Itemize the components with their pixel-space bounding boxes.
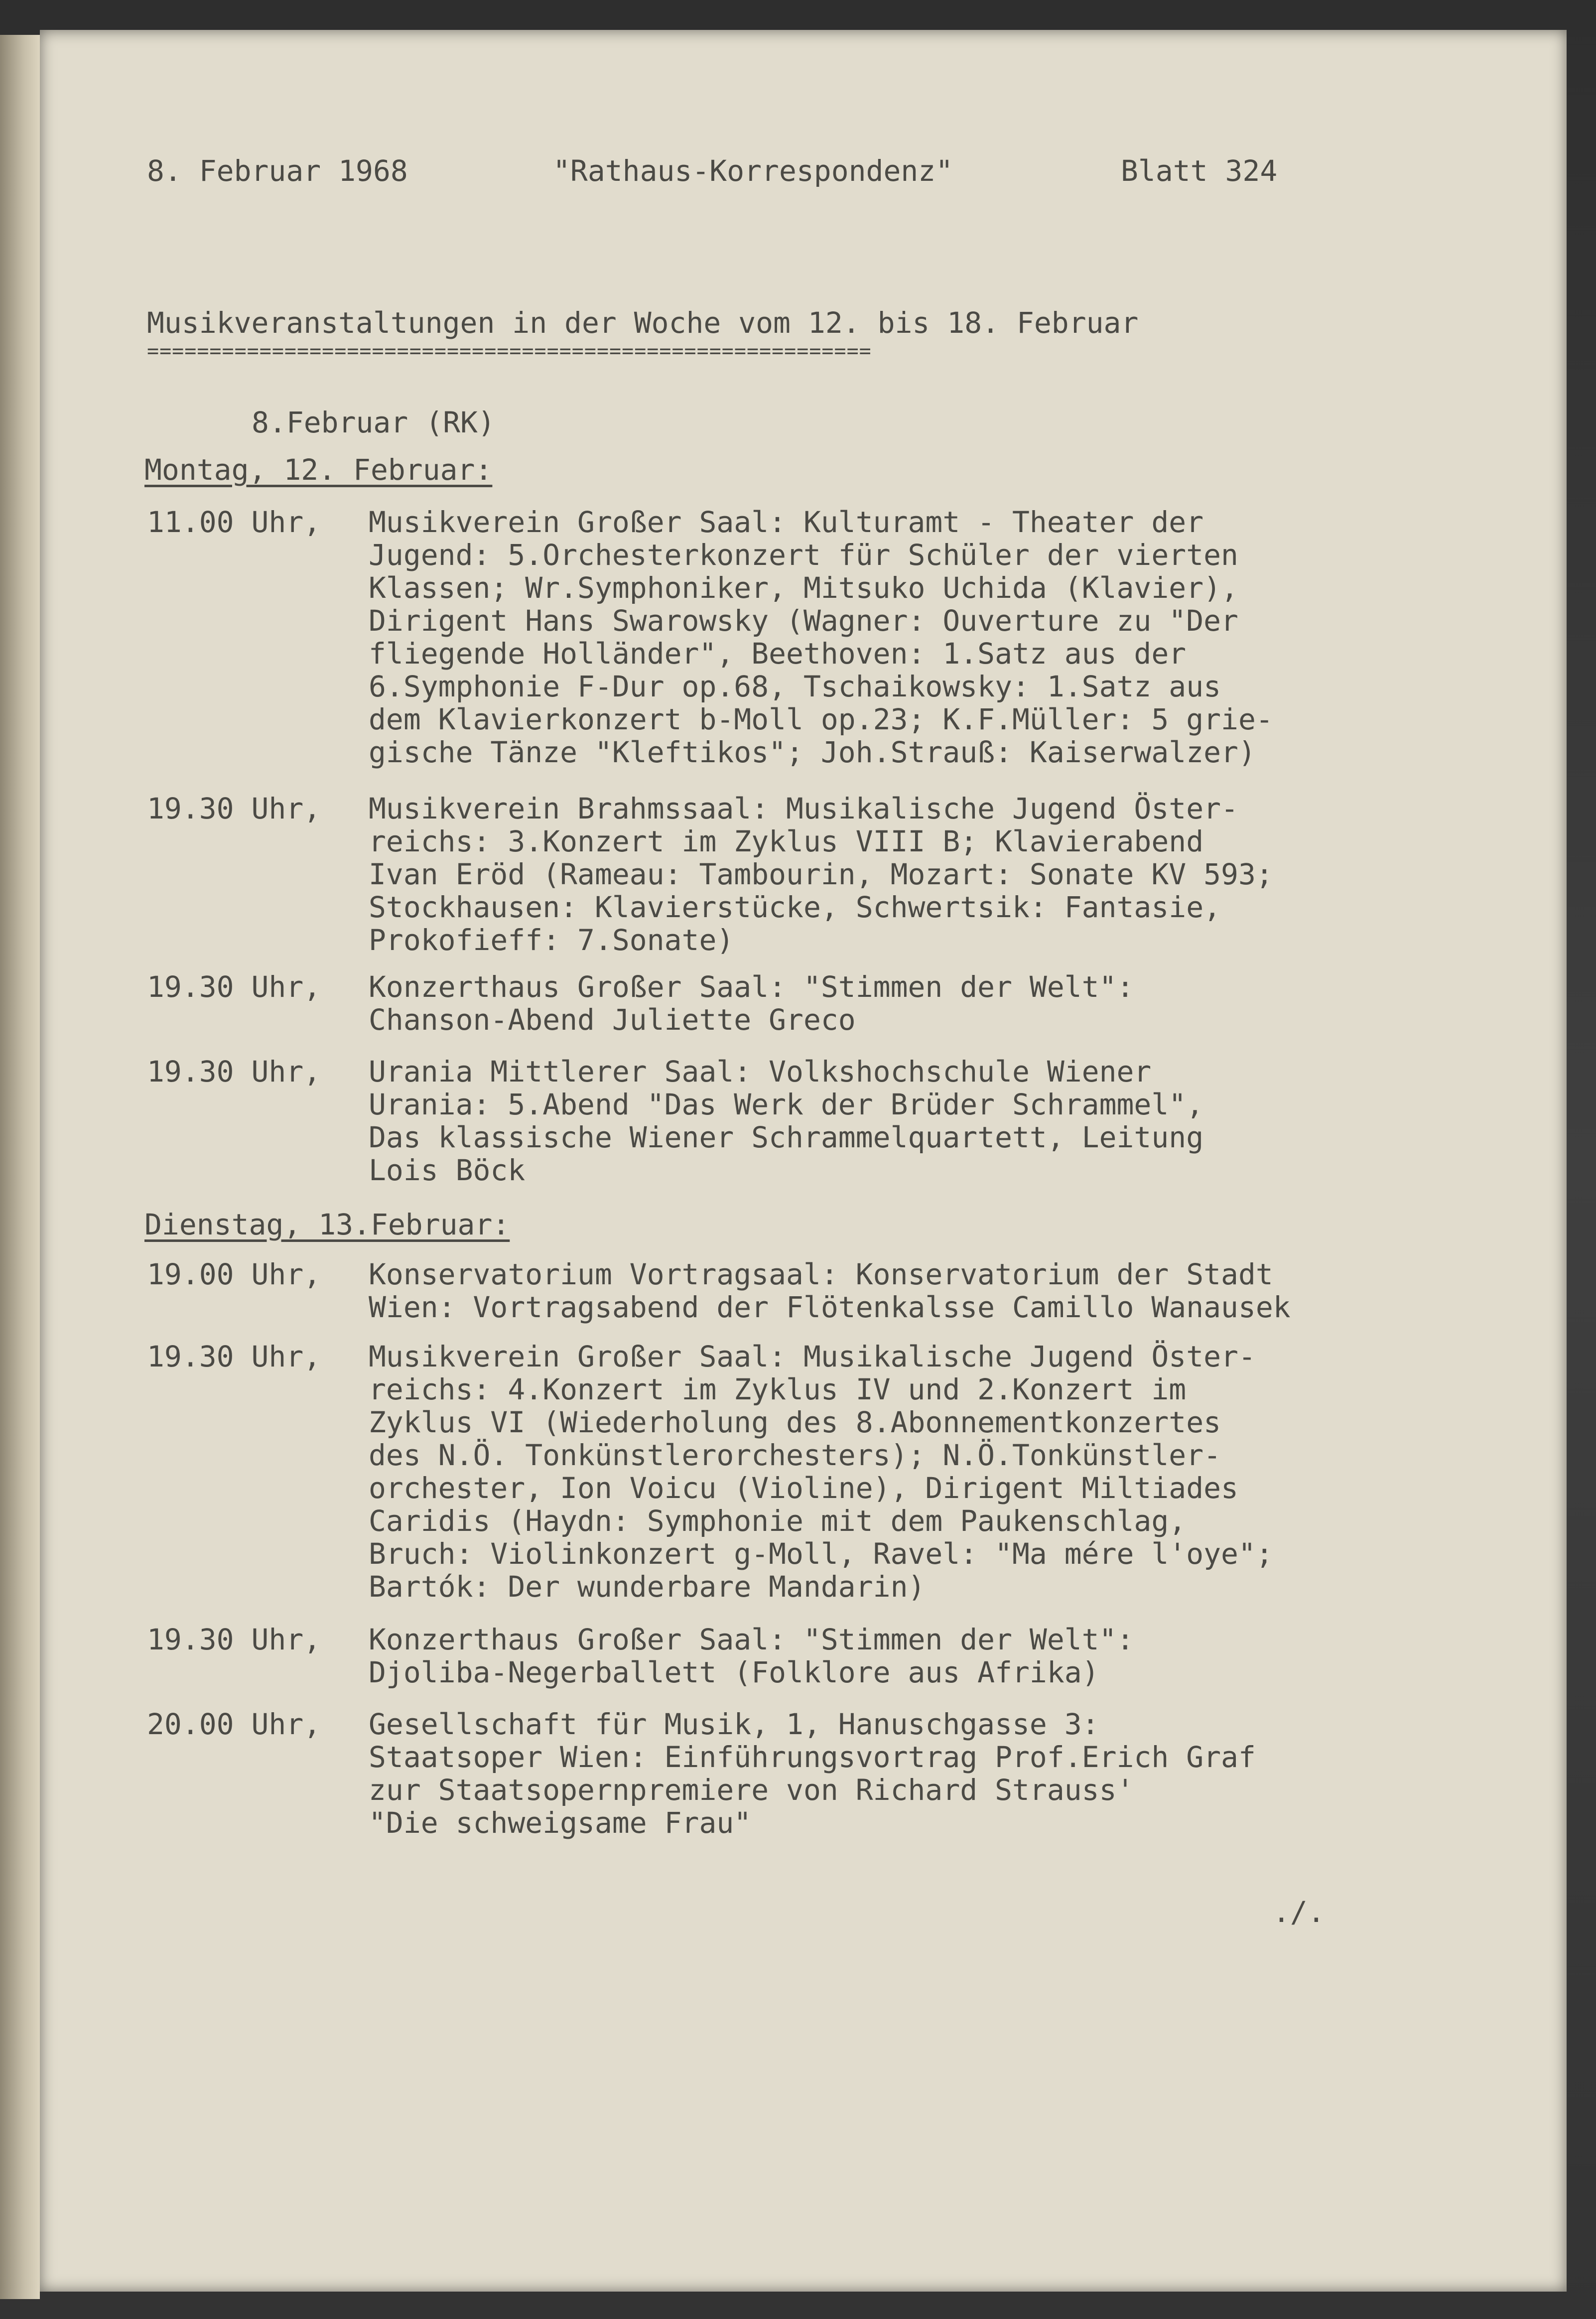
event-description: Gesellschaft für Musik, 1, Hanuschgasse 3: Staatsoper Wien: Einführungsvortrag Prof.Erich Graf zur Staatsopernpremiere von Richard Strauss' "Die schweigsame Frau" xyxy=(369,1707,1256,1840)
page-header xyxy=(147,154,1278,286)
event-entry xyxy=(147,1707,1492,1840)
event-entry xyxy=(147,792,1492,957)
previous-page-edge xyxy=(0,35,40,2299)
event-description: Urania Mittlerer Saal: Volkshochschule Wiener Urania: 5.Abend "Das Werk der Brüder Schrammel", Das klassische Wiener Schrammelquartett, Leitung Lois Böck xyxy=(369,1055,1204,1187)
title-underline-rule: ========================================================== xyxy=(147,340,872,363)
event-entry xyxy=(147,505,1492,769)
header-date: 8. Februar 1968 xyxy=(147,154,408,188)
continuation-mark: ./. xyxy=(1273,1895,1325,1929)
dateline: 8.Februar (RK) xyxy=(252,406,495,439)
event-time: 19.30 Uhr, xyxy=(147,1055,321,1089)
header-sheet-number: Blatt 324 xyxy=(1121,154,1278,188)
day-heading-tuesday: Dienstag, 13.Februar: xyxy=(144,1208,510,1241)
event-time: 19.30 Uhr, xyxy=(147,1623,321,1656)
event-description: Musikverein Großer Saal: Kulturamt - Theater der Jugend: 5.Orchesterkonzert für Schüler der vierten Klassen; Wr.Symphoniker, Mitsuko Uchida (Klavier), Dirigent Hans Swarowsky (Wagner: Ouverture zu "Der fliegende Holländer", Beethoven: 1.Satz aus der 6.Symphonie F-Dur op.68, Tschaikowsky: 1.Satz aus dem Klavierkonzert b-Moll op.23; K.F.Müller: 5 grie- gische Tänze "Kleftikos"; Joh.Strauß: Kaiserwalzer) xyxy=(369,505,1273,769)
event-description: Konservatorium Vortragsaal: Konservatorium der Stadt Wien: Vortragsabend der Flötenkalsse Camillo Wanausek xyxy=(369,1257,1291,1324)
event-description: Musikverein Brahmssaal: Musikalische Jugend Öster- reichs: 3.Konzert im Zyklus VIII B; Klavierabend Ivan Eröd (Rameau: Tambourin, Mozart: Sonate KV 593; Stockhausen: Klavierstücke, Schwertsik: Fantasie, Prokofieff: 7.Sonate) xyxy=(369,792,1273,957)
header-publication: "Rathaus-Korrespondenz" xyxy=(553,154,953,188)
day-heading-monday: Montag, 12. Februar: xyxy=(144,453,493,487)
event-time: 11.00 Uhr, xyxy=(147,505,321,539)
document-title: Musikveranstaltungen in der Woche vom 12. bis 18. Februar xyxy=(147,306,1139,340)
event-time: 20.00 Uhr, xyxy=(147,1707,321,1741)
event-time: 19.30 Uhr, xyxy=(147,1340,321,1373)
event-entry xyxy=(147,1340,1492,1604)
event-time: 19.00 Uhr, xyxy=(147,1257,321,1291)
event-entry xyxy=(147,1055,1492,1187)
event-description: Konzerthaus Großer Saal: "Stimmen der Welt": Chanson-Abend Juliette Greco xyxy=(369,970,1134,1037)
event-description: Musikverein Großer Saal: Musikalische Jugend Öster- reichs: 4.Konzert im Zyklus IV und 2.Konzert im Zyklus VI (Wiederholung des 8.Abonnementkonzertes des N.Ö. Tonkünstlerorchesters); N.Ö.Tonkünstler- orchester, Ion Voicu (Violine), Dirigent Miltiades Caridis (Haydn: Symphonie mit dem Paukenschlag, Bruch: Violinkonzert g-Moll, Ravel: "Ma mére l'oye"; Bartók: Der wunderbare Mandarin) xyxy=(369,1340,1273,1604)
event-description: Konzerthaus Großer Saal: "Stimmen der Welt": Djoliba-Negerballett (Folklore aus Afrika) xyxy=(369,1623,1134,1689)
event-time: 19.30 Uhr, xyxy=(147,792,321,825)
event-time: 19.30 Uhr, xyxy=(147,970,321,1004)
